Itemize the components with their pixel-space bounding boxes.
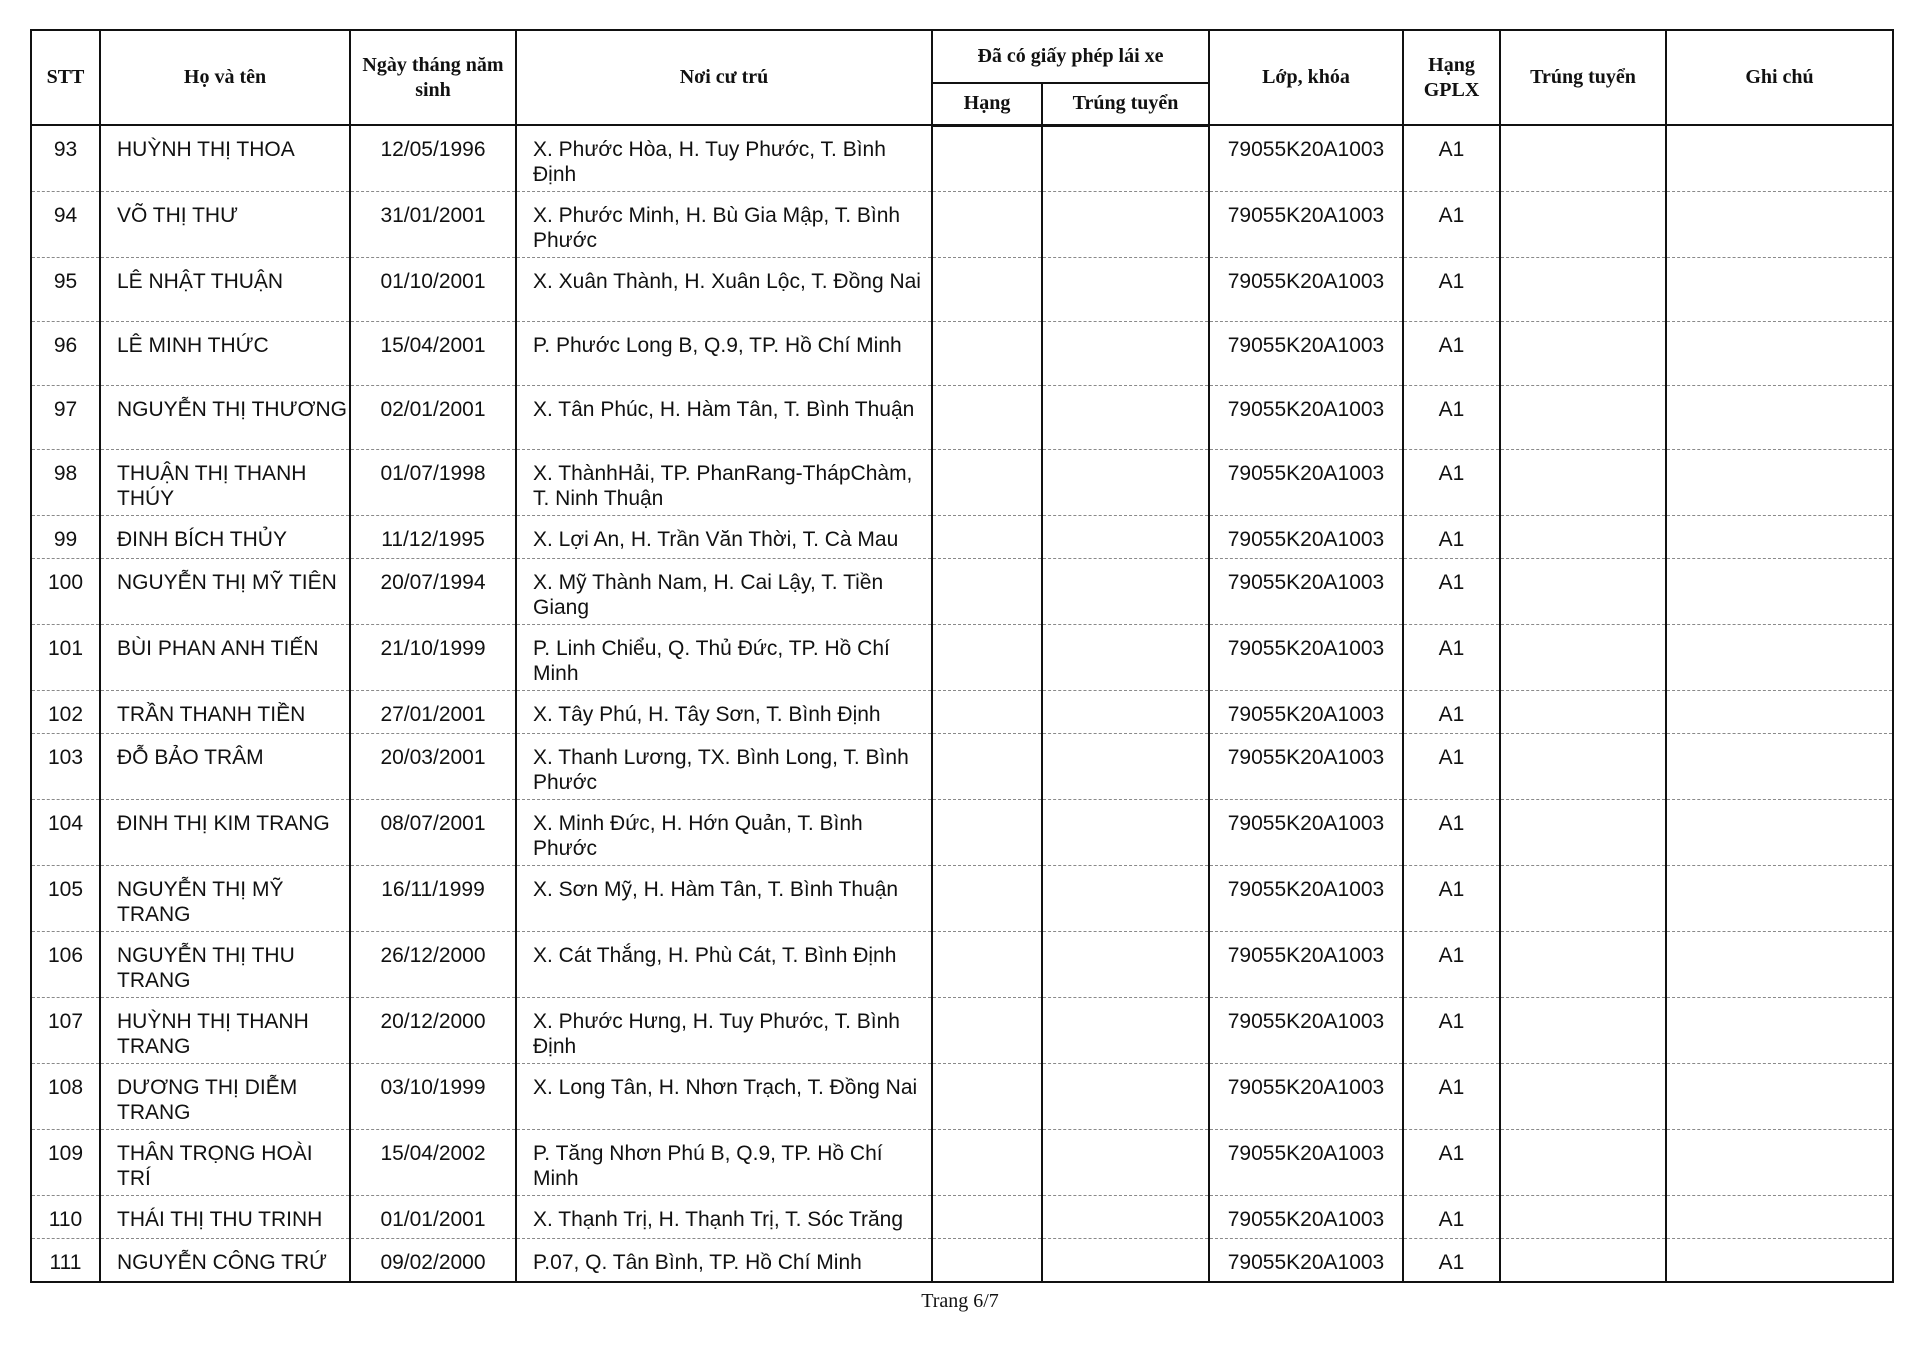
- cell-note: [1666, 450, 1893, 516]
- cell-address: X. Minh Đức, H. Hớn Quản, T. Bình Phước: [516, 800, 932, 866]
- cell-address: X. Phước Hòa, H. Tuy Phước, T. Bình Định: [516, 125, 932, 192]
- cell-name: VÕ THỊ THƯ: [100, 192, 350, 258]
- cell-dob: 15/04/2002: [350, 1130, 516, 1196]
- cell-dob: 31/01/2001: [350, 192, 516, 258]
- cell-note: [1666, 866, 1893, 932]
- cell-license-rank: [932, 192, 1042, 258]
- cell-note: [1666, 258, 1893, 322]
- cell-name: HUỲNH THỊ THANH TRANG: [100, 998, 350, 1064]
- cell-stt: 109: [31, 1130, 100, 1196]
- cell-license-rank: [932, 1064, 1042, 1130]
- cell-stt: 110: [31, 1196, 100, 1239]
- cell-passed: [1500, 866, 1666, 932]
- cell-note: [1666, 691, 1893, 734]
- cell-address: P. Tăng Nhơn Phú B, Q.9, TP. Hồ Chí Minh: [516, 1130, 932, 1196]
- cell-stt: 102: [31, 691, 100, 734]
- cell-class: 79055K20A1003: [1209, 125, 1403, 192]
- cell-note: [1666, 322, 1893, 386]
- cell-license-rank: [932, 734, 1042, 800]
- registration-table: [30, 29, 1894, 1283]
- cell-license-passed: [1042, 450, 1209, 516]
- cell-stt: 95: [31, 258, 100, 322]
- cell-note: [1666, 1064, 1893, 1130]
- cell-license-passed: [1042, 516, 1209, 559]
- header-stt: STT: [31, 30, 100, 125]
- cell-dob: 12/05/1996: [350, 125, 516, 192]
- cell-license-passed: [1042, 192, 1209, 258]
- table-row: [31, 1130, 1893, 1196]
- cell-address: X. Thanh Lương, TX. Bình Long, T. Bình Phước: [516, 734, 932, 800]
- cell-license-rank: [932, 386, 1042, 450]
- table-row: [31, 866, 1893, 932]
- cell-stt: 99: [31, 516, 100, 559]
- cell-class: 79055K20A1003: [1209, 192, 1403, 258]
- header-passed: Trúng tuyển: [1500, 30, 1666, 125]
- cell-passed: [1500, 386, 1666, 450]
- cell-name: NGUYỄN CÔNG TRỨ: [100, 1239, 350, 1282]
- cell-address: X. Long Tân, H. Nhơn Trạch, T. Đồng Nai: [516, 1064, 932, 1130]
- cell-license-rank: [932, 322, 1042, 386]
- cell-stt: 98: [31, 450, 100, 516]
- cell-grade: A1: [1403, 192, 1500, 258]
- cell-license-passed: [1042, 1196, 1209, 1239]
- cell-license-rank: [932, 559, 1042, 625]
- cell-dob: 27/01/2001: [350, 691, 516, 734]
- table-row: [31, 1064, 1893, 1130]
- cell-class: 79055K20A1003: [1209, 625, 1403, 691]
- cell-dob: 20/03/2001: [350, 734, 516, 800]
- cell-class: 79055K20A1003: [1209, 1064, 1403, 1130]
- table-row: [31, 450, 1893, 516]
- table-row: [31, 258, 1893, 322]
- cell-note: [1666, 1239, 1893, 1282]
- cell-class: 79055K20A1003: [1209, 691, 1403, 734]
- cell-license-passed: [1042, 559, 1209, 625]
- cell-note: [1666, 800, 1893, 866]
- cell-note: [1666, 1196, 1893, 1239]
- cell-passed: [1500, 932, 1666, 998]
- cell-class: 79055K20A1003: [1209, 998, 1403, 1064]
- cell-note: [1666, 932, 1893, 998]
- cell-passed: [1500, 998, 1666, 1064]
- cell-note: [1666, 192, 1893, 258]
- cell-dob: 08/07/2001: [350, 800, 516, 866]
- header-address: Nơi cư trú: [516, 30, 932, 125]
- cell-address: X. Xuân Thành, H. Xuân Lộc, T. Đồng Nai: [516, 258, 932, 322]
- header-name: Họ và tên: [100, 30, 350, 125]
- cell-grade: A1: [1403, 625, 1500, 691]
- cell-license-rank: [932, 866, 1042, 932]
- cell-grade: A1: [1403, 386, 1500, 450]
- cell-passed: [1500, 800, 1666, 866]
- cell-passed: [1500, 1239, 1666, 1282]
- table-header: [31, 30, 1893, 125]
- cell-license-rank: [932, 998, 1042, 1064]
- cell-license-passed: [1042, 125, 1209, 192]
- cell-address: X. Sơn Mỹ, H. Hàm Tân, T. Bình Thuận: [516, 866, 932, 932]
- header-license-group: Đã có giấy phép lái xe: [932, 30, 1209, 83]
- cell-name: TRẦN THANH TIỀN: [100, 691, 350, 734]
- cell-grade: A1: [1403, 932, 1500, 998]
- cell-passed: [1500, 516, 1666, 559]
- cell-grade: A1: [1403, 1196, 1500, 1239]
- cell-address: X. Phước Minh, H. Bù Gia Mập, T. Bình Phước: [516, 192, 932, 258]
- cell-passed: [1500, 322, 1666, 386]
- cell-class: 79055K20A1003: [1209, 866, 1403, 932]
- cell-grade: A1: [1403, 800, 1500, 866]
- cell-dob: 20/12/2000: [350, 998, 516, 1064]
- cell-license-passed: [1042, 998, 1209, 1064]
- cell-name: THUẬN THỊ THANH THÚY: [100, 450, 350, 516]
- cell-address: X. Thạnh Trị, H. Thạnh Trị, T. Sóc Trăng: [516, 1196, 932, 1239]
- cell-stt: 107: [31, 998, 100, 1064]
- table-row: [31, 559, 1893, 625]
- cell-class: 79055K20A1003: [1209, 1239, 1403, 1282]
- cell-grade: A1: [1403, 998, 1500, 1064]
- cell-license-passed: [1042, 386, 1209, 450]
- cell-note: [1666, 125, 1893, 192]
- cell-stt: 101: [31, 625, 100, 691]
- cell-grade: A1: [1403, 258, 1500, 322]
- cell-dob: 01/10/2001: [350, 258, 516, 322]
- table-row: [31, 1196, 1893, 1239]
- cell-name: ĐINH BÍCH THỦY: [100, 516, 350, 559]
- cell-name: THÁI THỊ THU TRINH: [100, 1196, 350, 1239]
- header-license-passed: Trúng tuyển: [1042, 83, 1209, 125]
- cell-name: NGUYỄN THỊ THƯƠNG: [100, 386, 350, 450]
- cell-grade: A1: [1403, 691, 1500, 734]
- table-row: [31, 625, 1893, 691]
- cell-address: P.07, Q. Tân Bình, TP. Hồ Chí Minh: [516, 1239, 932, 1282]
- cell-license-passed: [1042, 866, 1209, 932]
- cell-license-rank: [932, 932, 1042, 998]
- cell-class: 79055K20A1003: [1209, 386, 1403, 450]
- header-license-rank: Hạng: [932, 83, 1042, 125]
- cell-address: X. Tây Phú, H. Tây Sơn, T. Bình Định: [516, 691, 932, 734]
- cell-dob: 15/04/2001: [350, 322, 516, 386]
- cell-note: [1666, 1130, 1893, 1196]
- cell-name: DƯƠNG THỊ DIỄM TRANG: [100, 1064, 350, 1130]
- cell-class: 79055K20A1003: [1209, 450, 1403, 516]
- table-row: [31, 932, 1893, 998]
- cell-passed: [1500, 691, 1666, 734]
- cell-stt: 108: [31, 1064, 100, 1130]
- cell-stt: 94: [31, 192, 100, 258]
- cell-grade: A1: [1403, 1239, 1500, 1282]
- cell-dob: 21/10/1999: [350, 625, 516, 691]
- cell-grade: A1: [1403, 450, 1500, 516]
- cell-dob: 16/11/1999: [350, 866, 516, 932]
- cell-note: [1666, 998, 1893, 1064]
- cell-name: NGUYỄN THỊ THU TRANG: [100, 932, 350, 998]
- cell-license-passed: [1042, 1064, 1209, 1130]
- table-row: [31, 734, 1893, 800]
- cell-dob: 26/12/2000: [350, 932, 516, 998]
- table-body: [31, 125, 1893, 1282]
- cell-license-rank: [932, 125, 1042, 192]
- cell-license-rank: [932, 625, 1042, 691]
- cell-license-passed: [1042, 1239, 1209, 1282]
- cell-address: X. Tân Phúc, H. Hàm Tân, T. Bình Thuận: [516, 386, 932, 450]
- cell-stt: 103: [31, 734, 100, 800]
- cell-name: ĐỖ BẢO TRÂM: [100, 734, 350, 800]
- cell-stt: 93: [31, 125, 100, 192]
- cell-passed: [1500, 734, 1666, 800]
- cell-class: 79055K20A1003: [1209, 1196, 1403, 1239]
- table-row: [31, 998, 1893, 1064]
- cell-grade: A1: [1403, 125, 1500, 192]
- cell-passed: [1500, 1130, 1666, 1196]
- cell-class: 79055K20A1003: [1209, 800, 1403, 866]
- cell-grade: A1: [1403, 1064, 1500, 1130]
- cell-license-rank: [932, 1196, 1042, 1239]
- cell-name: THÂN TRỌNG HOÀI TRÍ: [100, 1130, 350, 1196]
- cell-address: P. Phước Long B, Q.9, TP. Hồ Chí Minh: [516, 322, 932, 386]
- cell-license-rank: [932, 450, 1042, 516]
- header-class: Lớp, khóa: [1209, 30, 1403, 125]
- cell-grade: A1: [1403, 866, 1500, 932]
- cell-note: [1666, 386, 1893, 450]
- cell-note: [1666, 734, 1893, 800]
- cell-stt: 97: [31, 386, 100, 450]
- cell-passed: [1500, 625, 1666, 691]
- page-number: Trang 6/7: [921, 1290, 999, 1312]
- table-row: [31, 322, 1893, 386]
- cell-dob: 09/02/2000: [350, 1239, 516, 1282]
- cell-address: X. Cát Thắng, H. Phù Cát, T. Bình Định: [516, 932, 932, 998]
- cell-passed: [1500, 559, 1666, 625]
- header-grade: Hạng GPLX: [1403, 30, 1500, 125]
- cell-passed: [1500, 192, 1666, 258]
- cell-name: NGUYỄN THỊ MỸ TIÊN: [100, 559, 350, 625]
- cell-license-rank: [932, 258, 1042, 322]
- cell-stt: 106: [31, 932, 100, 998]
- cell-name: NGUYỄN THỊ MỸ TRANG: [100, 866, 350, 932]
- cell-dob: 11/12/1995: [350, 516, 516, 559]
- cell-license-rank: [932, 800, 1042, 866]
- cell-class: 79055K20A1003: [1209, 1130, 1403, 1196]
- cell-class: 79055K20A1003: [1209, 559, 1403, 625]
- cell-note: [1666, 516, 1893, 559]
- cell-grade: A1: [1403, 516, 1500, 559]
- cell-address: X. Mỹ Thành Nam, H. Cai Lậy, T. Tiền Giang: [516, 559, 932, 625]
- cell-name: BÙI PHAN ANH TIẾN: [100, 625, 350, 691]
- cell-grade: A1: [1403, 1130, 1500, 1196]
- cell-license-passed: [1042, 800, 1209, 866]
- cell-class: 79055K20A1003: [1209, 516, 1403, 559]
- cell-passed: [1500, 125, 1666, 192]
- cell-name: LÊ MINH THỨC: [100, 322, 350, 386]
- cell-grade: A1: [1403, 734, 1500, 800]
- cell-license-rank: [932, 691, 1042, 734]
- cell-dob: 01/01/2001: [350, 1196, 516, 1239]
- cell-passed: [1500, 1196, 1666, 1239]
- cell-license-passed: [1042, 258, 1209, 322]
- cell-note: [1666, 559, 1893, 625]
- cell-address: X. Lợi An, H. Trần Văn Thời, T. Cà Mau: [516, 516, 932, 559]
- table-row: [31, 192, 1893, 258]
- table-row: [31, 691, 1893, 734]
- cell-dob: 20/07/1994: [350, 559, 516, 625]
- cell-license-passed: [1042, 625, 1209, 691]
- cell-license-rank: [932, 516, 1042, 559]
- cell-grade: A1: [1403, 559, 1500, 625]
- header-dob: Ngày tháng năm sinh: [350, 30, 516, 125]
- cell-address: X. Phước Hưng, H. Tuy Phước, T. Bình Định: [516, 998, 932, 1064]
- table-row: [31, 800, 1893, 866]
- cell-passed: [1500, 258, 1666, 322]
- cell-address: X. ThànhHải, TP. PhanRang-ThápChàm, T. Ninh Thuận: [516, 450, 932, 516]
- table-row: [31, 386, 1893, 450]
- cell-class: 79055K20A1003: [1209, 932, 1403, 998]
- table-row: [31, 125, 1893, 192]
- cell-class: 79055K20A1003: [1209, 322, 1403, 386]
- cell-license-passed: [1042, 734, 1209, 800]
- cell-stt: 111: [31, 1239, 100, 1282]
- cell-dob: 03/10/1999: [350, 1064, 516, 1130]
- cell-passed: [1500, 1064, 1666, 1130]
- table-row: [31, 516, 1893, 559]
- cell-grade: A1: [1403, 322, 1500, 386]
- cell-license-passed: [1042, 932, 1209, 998]
- cell-passed: [1500, 450, 1666, 516]
- cell-stt: 105: [31, 866, 100, 932]
- cell-class: 79055K20A1003: [1209, 258, 1403, 322]
- cell-address: P. Linh Chiểu, Q. Thủ Đức, TP. Hồ Chí Minh: [516, 625, 932, 691]
- cell-name: ĐINH THỊ KIM TRANG: [100, 800, 350, 866]
- table-row: [31, 1239, 1893, 1282]
- cell-license-rank: [932, 1239, 1042, 1282]
- cell-stt: 96: [31, 322, 100, 386]
- cell-license-passed: [1042, 322, 1209, 386]
- cell-dob: 02/01/2001: [350, 386, 516, 450]
- cell-stt: 100: [31, 559, 100, 625]
- cell-note: [1666, 625, 1893, 691]
- cell-dob: 01/07/1998: [350, 450, 516, 516]
- cell-name: HUỲNH THỊ THOA: [100, 125, 350, 192]
- cell-stt: 104: [31, 800, 100, 866]
- cell-class: 79055K20A1003: [1209, 734, 1403, 800]
- cell-license-passed: [1042, 691, 1209, 734]
- header-note: Ghi chú: [1666, 30, 1893, 125]
- cell-license-passed: [1042, 1130, 1209, 1196]
- cell-name: LÊ NHẬT THUẬN: [100, 258, 350, 322]
- cell-license-rank: [932, 1130, 1042, 1196]
